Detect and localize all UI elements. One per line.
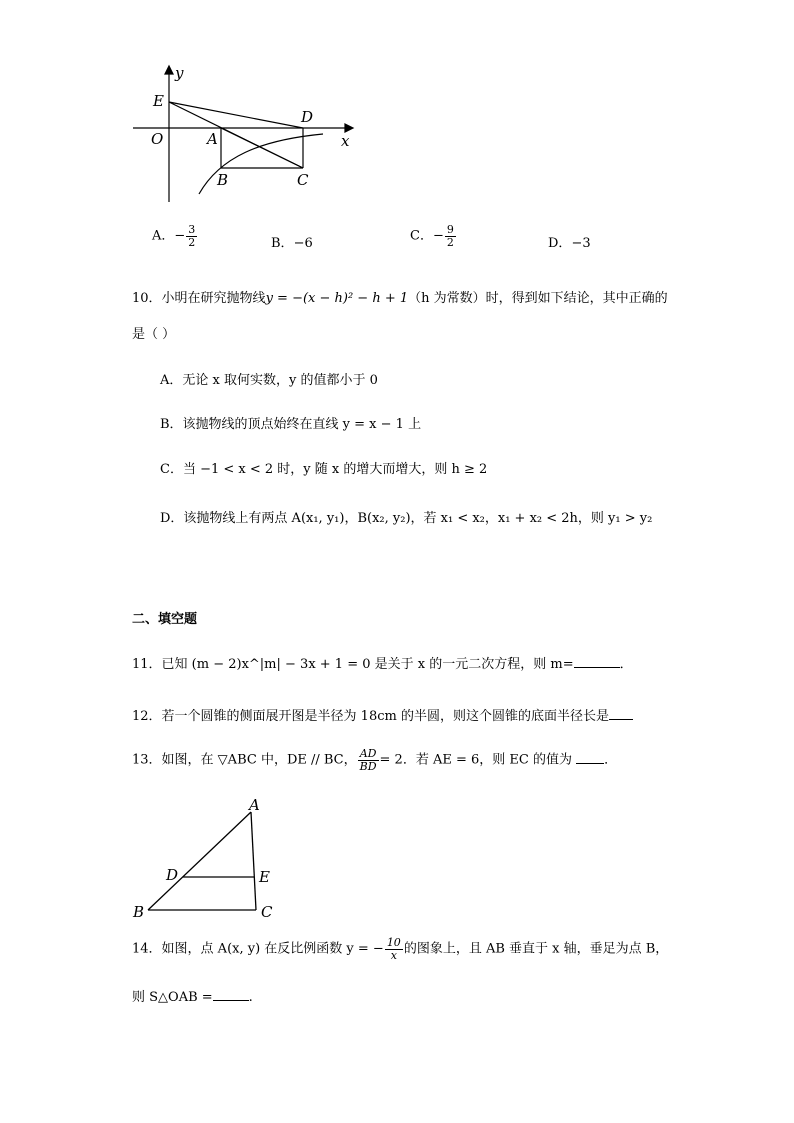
q10-formula: y = −(x − h)² − h + 1	[265, 291, 409, 306]
label-x: x	[341, 132, 350, 150]
q10-stem-cont: 是（ ）	[132, 327, 176, 342]
segment-AC	[251, 812, 256, 910]
q9-option-b: B．−6	[271, 236, 313, 251]
label-D: D	[301, 108, 314, 126]
q10-option-a: A．无论 x 取何实数，y 的值都小于 0	[160, 373, 378, 388]
q12-answer-blank[interactable]	[609, 707, 633, 720]
label-A: A	[249, 796, 260, 814]
label-E: E	[153, 92, 164, 110]
q9-option-d: D．−3	[548, 236, 591, 251]
label-B: B	[217, 171, 229, 189]
label-y: y	[175, 64, 184, 82]
q12: 12．若一个圆锥的侧面展开图是半径为 18cm 的半圆，则这个圆锥的底面半径长是	[132, 705, 633, 724]
q10-stem: 10．小明在研究抛物线y = −(x − h)² − h + 1（h 为常数）时，得到如下结论，其中正确的	[132, 291, 668, 306]
y-axis-arrow	[165, 66, 173, 74]
q9-option-c: C．− $\frac{9}{2}$	[410, 223, 454, 249]
q13-figure	[128, 795, 288, 925]
section-title: 二、填空题	[132, 612, 198, 627]
q11-answer-blank[interactable]	[574, 655, 620, 668]
q10-option-c: C．当 −1 < x < 2 时，y 随 x 的增大而增大，则 h ≥ 2	[160, 462, 488, 477]
label-C: C	[297, 171, 309, 189]
q14: 14．如图，点 A(x, y) 在反比例函数 y = − $\frac{10}{x}$ 的图象上，且 AB 垂直于 x 轴，垂足为点 B，	[132, 936, 669, 962]
q13-answer-blank[interactable]	[576, 751, 604, 764]
q9-option-a-fraction: $\frac{3}{2}$	[188, 223, 196, 249]
q11: 11．已知 (m − 2)x^|m| − 3x + 1 = 0 是关于 x 的一元二次方程，则 m= ．	[132, 657, 633, 672]
q10-option-d: D．该抛物线上有两点 A(x₁, y₁)，B(x₂, y₂)，若 x₁ < x₂，x₁ + x₂ < 2h，则 y₁ > y₂	[160, 511, 653, 526]
q10-option-b: B．该抛物线的顶点始终在直线 y = x − 1 上	[160, 417, 422, 432]
x-axis-arrow	[345, 124, 353, 132]
q9-option-a: A．− $\frac{3}{2}$	[152, 223, 196, 249]
q9-figure	[125, 62, 365, 207]
label-O: O	[151, 130, 164, 148]
label-D: D	[166, 866, 179, 884]
q14-cont: 则 S△OAB = .	[132, 990, 253, 1005]
label-A: A	[207, 130, 218, 148]
q9-option-c-fraction: $\frac{9}{2}$	[446, 223, 454, 249]
segment-AD-diag	[221, 128, 303, 168]
q13: 13．如图，在 ▽ABC 中，DE // BC， $\frac{AD}{BD}$ = 2．若 AE = 6，则 EC 的值为 ．	[132, 747, 618, 773]
q14-fraction: $\frac{10}{x}$	[386, 936, 401, 962]
label-E: E	[259, 868, 270, 886]
q13-fraction: $\frac{AD}{BD}$	[359, 747, 377, 773]
q14-answer-blank[interactable]	[213, 988, 249, 1001]
segment-AB	[148, 812, 251, 910]
segment-ED	[169, 102, 303, 128]
label-C: C	[261, 903, 273, 921]
label-B: B	[133, 903, 145, 921]
